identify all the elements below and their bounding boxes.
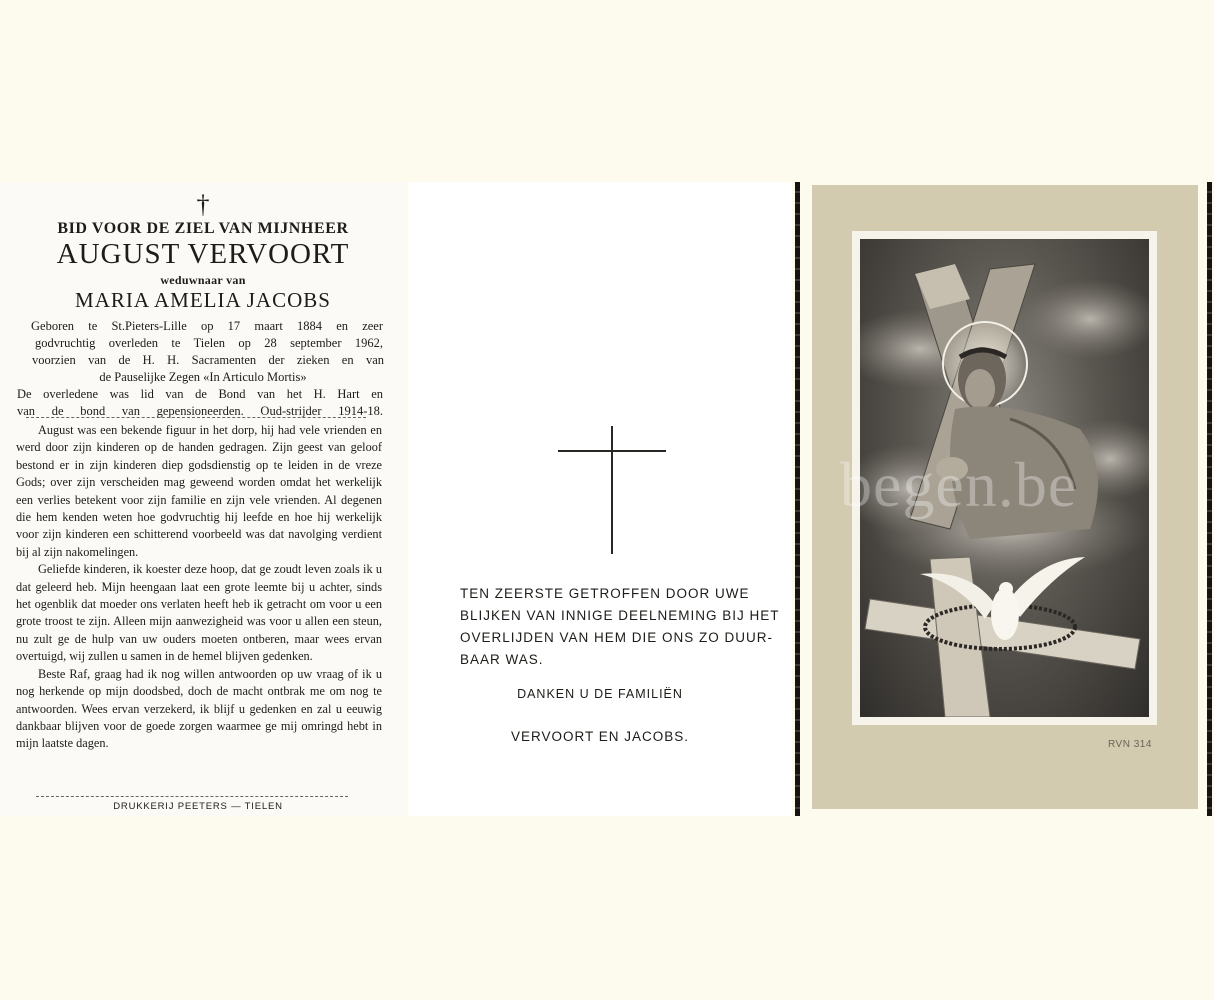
memorial-text-panel [0, 182, 406, 816]
printer-credit: DRUKKERIJ PEETERS — TIELEN [113, 801, 283, 812]
bio-line: van de bond van gepensioneerden. Oud-strijder 1914-18. [17, 404, 383, 418]
thanks-line: BLIJKEN VAN INNIGE DEELNEMING BIJ HET [460, 608, 780, 623]
bio-line: godvruchtig overleden te Tielen op 28 september 1962, [35, 336, 383, 350]
mourning-border-left [795, 182, 800, 816]
thanks-panel [408, 182, 792, 816]
watermark: begen.be [840, 449, 1078, 520]
families-line: DANKEN U DE FAMILIËN [517, 687, 683, 701]
paragraph: Geliefde kinderen, ik koester deze hoop, dat ge zoudt leven zoals ik u dat geleerd heb. Mijn heengaan laat een grote leemte bij u achter, sinds het ogenblik dat moeder ons verlaten heeft heb ik getracht om voor u een grote troost te zijn. Alleen mijn aanwezigheid was voor u allen een steun, nu zult ge de hulp van uw ouders moeten ontberen, maar wees ervan overtuigd, wij zullen u samen in de hemel blijven gedenken. [16, 562, 382, 664]
thanks-line: OVERLIJDEN VAN HEM DIE ONS ZO DUUR- [460, 630, 774, 645]
paragraph: Beste Raf, graag had ik nog willen antwoorden op uw vraag of ik u nog herkende op mijn doodsbed, doch de macht ontbrak me om nog te antwoorden. Wees ervan verzekerd, ik blijf u gedenken en zal u eeuwig dankbaar blijven voor de goede zorgen waarmee ge mij omringd hebt in mijn laatste dagen. [16, 666, 382, 751]
memorial-body [16, 422, 382, 753]
divider [36, 796, 348, 797]
deceased-name: AUGUST VERVOORT [56, 238, 350, 270]
prayer-heading: BID VOOR DE ZIEL VAN MIJNHEER [57, 220, 349, 237]
cross-symbol: † [196, 190, 210, 219]
thanks-line: BAAR WAS. [460, 652, 544, 667]
mourning-border-right [1207, 182, 1212, 816]
spouse-name: MARIA AMELIA JACOBS [75, 288, 331, 312]
family-signature: VERVOORT EN JACOBS. [510, 729, 690, 744]
bio-line: voorzien van de H. H. Sacramenten der zieken en van [32, 353, 384, 367]
bio-line: De overledene was lid van de Bond van het H. Hart en [17, 387, 383, 401]
bio-line: de Pauselijke Zegen «In Articulo Mortis» [99, 370, 307, 384]
paragraph: August was een bekende figuur in het dorp, hij had vele vrienden en werd door zijn kinderen op de handen gedragen. Zijn geest van geloof bestond er in zijn kinderen diep godsdienstig op te leiden in de vreze Gods; over zijn verscheiden mag geweend worden omdat het werkelijk een verlies betekent voor zijn familie en zijn vele vrienden. Al degenen die hem kenden weten hoe godvruchtig hij leefde en hoe hij werkelijk voor zijn kinderen een schitterend voorbeeld was dat navolging verdient bij al zijn nakomelingen. [16, 423, 382, 559]
divider [26, 417, 366, 418]
bio-line: Geboren te St.Pieters-Lille op 17 maart 1884 en zeer [31, 319, 383, 333]
widower-label: weduwnaar van [160, 273, 246, 287]
print-code: RVN 314 [1108, 739, 1152, 750]
thanks-line: TEN ZEERSTE GETROFFEN DOOR UWE [460, 586, 750, 601]
